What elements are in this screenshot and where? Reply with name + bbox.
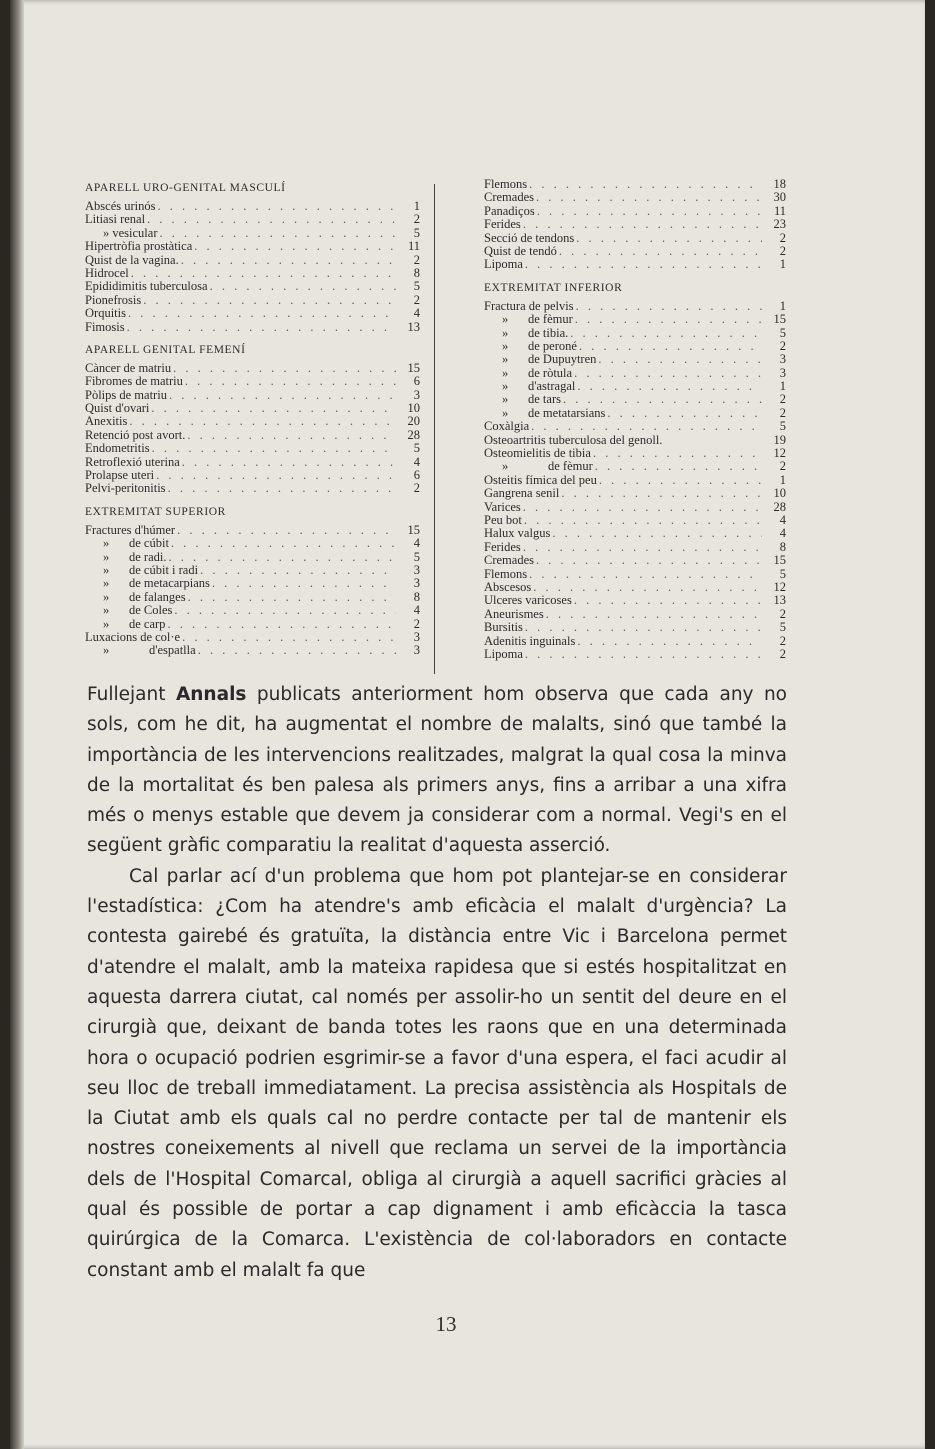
row-label: Retenció post avort. (85, 427, 186, 442)
row-label: Secció de tendons (484, 230, 575, 245)
leader-dots (523, 648, 762, 661)
row-count: 12 (773, 579, 786, 594)
ditto-mark: » (502, 352, 509, 367)
section-heading: EXTREMITAT SUPERIOR (85, 505, 226, 518)
table-row (484, 258, 786, 271)
row-count: 3 (413, 387, 420, 402)
right-column (484, 178, 786, 661)
row-label: Endometritis (85, 441, 150, 456)
leader-dots (166, 551, 396, 564)
leader-dots (521, 218, 762, 231)
table-row (484, 621, 786, 634)
row-count: 10 (407, 401, 420, 416)
table-row (85, 482, 420, 495)
leader-dots (154, 469, 396, 482)
row-label: Lipoma (484, 257, 523, 272)
row-count: 18 (773, 177, 786, 191)
table-row (484, 245, 786, 258)
row-count: 1 (779, 257, 786, 272)
leader-dots (559, 487, 762, 500)
leader-dots (527, 568, 762, 581)
row-label: Adenitis inguinals (484, 633, 576, 648)
table-row (484, 340, 786, 353)
leader-dots (141, 294, 396, 307)
row-count: 5 (413, 441, 420, 456)
row-label: » de peroné (502, 338, 577, 353)
row-label: » de cúbit (103, 536, 169, 551)
row-label: Ulceres varicoses (484, 593, 572, 608)
table-row (85, 429, 420, 442)
table-row (484, 353, 786, 366)
row-label: Hidrocel (85, 265, 129, 280)
leader-dots (531, 581, 762, 594)
row-count: 2 (413, 292, 420, 307)
leader-dots (573, 313, 762, 326)
row-count: 3 (413, 562, 420, 577)
paragraph: Fullejant Annals publicats anteriorment hom observa que cada any no sols, com he dit, ha augmentat el nombre de malalts, sinó que també la importància de les intervencions realitzades, malgrat la qual cosa la minva de la mortalitat és ben palesa als primers anys, fins a arribar a una xifra més o menys estable que devem ja considerar com a normal. Vegi's en el següent gràfic comparatiu la realitat d'aquesta asserció. (87, 684, 787, 857)
ditto-mark: » (103, 643, 110, 658)
ditto-mark: » (502, 365, 509, 380)
row-label: Cremades (484, 190, 534, 205)
row-count: 2 (413, 212, 420, 227)
row-count: 2 (413, 481, 420, 496)
row-count: 1 (779, 298, 786, 313)
ditto-mark: » (502, 392, 509, 407)
row-count: 3 (413, 643, 420, 658)
table-row (85, 294, 420, 307)
row-label: » de Coles (103, 603, 173, 618)
row-label: Anexitis (85, 414, 128, 429)
row-count: 2 (779, 459, 786, 474)
leader-dots (568, 327, 762, 340)
table-row (85, 200, 420, 213)
row-count: 3 (779, 365, 786, 380)
row-label: » de carp (103, 616, 166, 631)
paragraph: Cal parlar ací d'un problema que hom pot plantejar-se en considerar l'estadística: ¿Com ha atendre's amb eficàcia el malalt d'urgència? La contesta gairebé és gratuïta, la distància entre Vic i Barcelona permet d'atendre el malalt, amb la mateixa rapidesa que si estés hospitalitzat en aquesta darrera ciutat, cal només per assolir-ho un sentit del deure en el cirurgià que, deixant de banda totes les raons que en una determinada hora o ocupació podrien esgrimir-se a favor d'una espera, el faci acudir al seu lloc de treball immediatament. La precisa assistència als Hospitals de la Ciutat amb els quals cal no perdre contacte per tal de mantenir els nostres coneixements al nivell que reclama un servei de la importància dels de l'Hospital Comarcal, obliga al cirurgià a aquell sacrifici gràcies al qual és possible de portar a cap dignament i amb eficàccia la tasca quirúrgica de la Comarca. L'existència de col·laboradors en contacte constant amb el malalt fa que (87, 865, 787, 1281)
leader-dots (196, 644, 396, 657)
row-label: Epididimitis tuberculosa (85, 279, 208, 294)
row-count: 5 (779, 620, 786, 635)
row-label: » de fèmur (502, 459, 593, 474)
ditto-mark: » (502, 405, 509, 420)
table-row (85, 618, 420, 631)
row-label: » de cúbit i radi (103, 562, 199, 577)
table-row (484, 541, 786, 554)
table-row (484, 594, 786, 607)
table-row (85, 524, 420, 537)
leader-dots (597, 474, 762, 487)
row-count: 5 (413, 549, 420, 564)
row-label: Càncer de matriu (85, 360, 172, 375)
leader-dots (596, 353, 762, 366)
table-row (484, 474, 786, 487)
leader-dots (575, 635, 762, 648)
leader-dots (593, 460, 762, 473)
leader-dots (192, 240, 396, 253)
leader-dots (577, 340, 762, 353)
row-count: 5 (779, 325, 786, 340)
table-row (85, 254, 420, 267)
row-label: » de Dupuytren (502, 352, 597, 367)
table-row (484, 178, 786, 191)
column-divider (434, 184, 435, 674)
table-row (484, 527, 786, 540)
leader-dots (149, 402, 396, 415)
row-count: 11 (773, 203, 786, 218)
row-count: 30 (773, 190, 786, 205)
row-label: Luxacions de col·e (85, 629, 181, 644)
row-count: 5 (779, 419, 786, 434)
row-label: Aneurismes (484, 606, 544, 621)
row-count: 15 (407, 522, 420, 537)
leader-dots (186, 591, 396, 604)
row-count: 15 (407, 360, 420, 375)
row-count: 8 (413, 589, 420, 604)
leader-dots (126, 307, 396, 320)
row-count: 3 (779, 352, 786, 367)
row-label: Fractures d'húmer (85, 522, 176, 537)
table-row (484, 367, 786, 380)
table-row (484, 218, 786, 231)
table-row (85, 227, 420, 240)
row-count: 2 (779, 633, 786, 648)
ditto-mark: » (103, 536, 110, 551)
leader-dots (575, 380, 762, 393)
row-label: » de fèmur (502, 312, 573, 327)
ditto-mark: » (502, 379, 509, 394)
table-row (85, 389, 420, 402)
row-count: 28 (407, 427, 420, 442)
row-label: » de tibia. (502, 325, 569, 340)
row-count: 3 (413, 576, 420, 591)
row-label: Abscesos (484, 579, 532, 594)
row-count: 11 (407, 239, 420, 254)
row-count: 2 (413, 616, 420, 631)
leader-dots (574, 232, 762, 245)
row-label: Quist de la vagina. (85, 252, 179, 267)
row-label: Osteitis fímica del peu (484, 472, 597, 487)
row-count: 4 (413, 536, 420, 551)
row-label: » de metatarsians (502, 405, 606, 420)
table-row (85, 456, 420, 469)
leader-dots (208, 280, 396, 293)
row-label: Prolapse uteri (85, 468, 155, 483)
ditto-mark: » (502, 312, 509, 327)
row-count: 15 (773, 553, 786, 568)
row-count: 1 (779, 379, 786, 394)
table-row (484, 514, 786, 527)
table-row (484, 232, 786, 245)
table-row (484, 648, 786, 661)
leader-dots (155, 200, 396, 213)
row-label: Halux valgus (484, 526, 551, 541)
table-row (484, 313, 786, 326)
row-count: 12 (773, 446, 786, 461)
leader-dots (185, 429, 396, 442)
ditto-mark: » (103, 562, 110, 577)
ditto-mark: » (103, 589, 110, 604)
row-count: 3 (413, 629, 420, 644)
row-label: Panadiços (484, 203, 535, 218)
row-count: 6 (413, 468, 420, 483)
leader-dots (179, 254, 396, 267)
row-label: » vesicular (103, 225, 158, 240)
table-row (85, 402, 420, 415)
row-label: Orquitis (85, 306, 126, 321)
row-label: Litiasi renal (85, 212, 146, 227)
row-count: 23 (773, 217, 786, 232)
row-count: 2 (779, 230, 786, 245)
leader-dots (605, 407, 762, 420)
table-row (85, 362, 420, 375)
table-row (484, 487, 786, 500)
row-count: 2 (779, 606, 786, 621)
leader-dots (521, 541, 762, 554)
row-count: 5 (413, 279, 420, 294)
leader-dots (534, 554, 762, 567)
table-row (484, 420, 786, 433)
row-count: 2 (779, 405, 786, 420)
leader-dots (172, 604, 396, 617)
page-number: 13 (435, 1312, 457, 1336)
row-label: Peu bot (484, 512, 522, 527)
leader-dots (572, 367, 762, 380)
row-label: Lipoma (484, 646, 523, 661)
table-row (484, 460, 786, 473)
ditto-mark: » (502, 325, 509, 340)
ditto-mark: » (103, 603, 110, 618)
table-row (484, 568, 786, 581)
table-row (484, 434, 786, 447)
ditto-mark: » (502, 459, 509, 474)
leader-dots (198, 564, 396, 577)
row-count: 13 (773, 593, 786, 608)
row-label: Pionefrosis (85, 292, 142, 307)
row-label: Gangrena senil (484, 486, 560, 501)
table-row (484, 327, 786, 340)
table-row (85, 591, 420, 604)
row-count: 8 (779, 539, 786, 554)
section-heading: APARELL URO-GENITAL MASCULÍ (85, 182, 286, 194)
leader-dots (544, 608, 762, 621)
ditto-mark: » (103, 576, 110, 591)
row-count: 4 (779, 526, 786, 541)
table-row (484, 608, 786, 621)
row-count: 10 (773, 486, 786, 501)
row-count: 13 (407, 319, 420, 334)
table-row (484, 554, 786, 567)
leader-dots (158, 227, 397, 240)
table-row (484, 300, 786, 313)
table-row (484, 380, 786, 393)
row-count: 1 (413, 199, 420, 213)
document-page (10, 0, 925, 1449)
leader-dots (165, 618, 396, 631)
row-count: 4 (413, 306, 420, 321)
leader-dots (572, 594, 762, 607)
leader-dots (129, 267, 396, 280)
row-label: » de tars (502, 392, 561, 407)
row-label: Quist d'ovari (85, 401, 150, 416)
leader-dots (166, 482, 396, 495)
row-label: » d'espatlla (103, 643, 196, 658)
row-label: » de radi. (103, 549, 167, 564)
leader-dots (167, 389, 396, 402)
table-row (85, 280, 420, 293)
row-label: Hipertròfia prostàtica (85, 239, 193, 254)
table-row (484, 393, 786, 406)
row-label: Retroflexió uterina (85, 454, 180, 469)
row-count: 5 (413, 225, 420, 240)
leader-dots (150, 442, 396, 455)
table-row (85, 307, 420, 320)
row-count: 20 (407, 414, 420, 429)
row-label: Varices (484, 499, 521, 514)
table-row (85, 415, 420, 428)
table-row (85, 267, 420, 280)
row-count: 2 (779, 243, 786, 258)
row-count: 2 (779, 646, 786, 661)
table-row (85, 321, 420, 334)
bold-term: Annals (175, 684, 247, 705)
table-row (85, 564, 420, 577)
leader-dots (535, 205, 762, 218)
row-label: Coxàlgia (484, 419, 530, 434)
row-label: Osteoartritis tuberculosa del genoll. (484, 432, 663, 447)
leader-dots (527, 178, 762, 191)
section-heading: APARELL GENITAL FEMENÍ (85, 343, 246, 356)
leader-dots (522, 514, 762, 527)
ditto-mark: » (103, 616, 110, 631)
left-column (85, 182, 420, 658)
row-count: 28 (773, 499, 786, 514)
table-row (85, 213, 420, 226)
leader-dots (183, 375, 396, 388)
row-count: 15 (773, 312, 786, 327)
row-label: Pelvi-peritonitis (85, 481, 166, 496)
leader-dots (574, 300, 762, 313)
row-label: Ferides (484, 217, 521, 232)
leader-dots (180, 456, 396, 469)
leader-dots (550, 527, 762, 540)
row-label: Osteomielitis de tibia (484, 446, 591, 461)
leader-dots (145, 213, 396, 226)
row-count: 1 (779, 472, 786, 487)
ditto-mark: » (502, 338, 509, 353)
row-count: 5 (779, 566, 786, 581)
table-row (85, 644, 420, 657)
table-row (484, 191, 786, 204)
leader-dots (529, 420, 762, 433)
table-row (85, 631, 420, 644)
leader-dots (521, 501, 762, 514)
row-count: 6 (413, 374, 420, 389)
row-count: 4 (413, 603, 420, 618)
leader-dots (523, 621, 762, 634)
leader-dots (125, 321, 396, 334)
row-label: Bursitis (484, 620, 523, 635)
ditto-mark: » (103, 549, 110, 564)
row-label: Fimosis (85, 319, 125, 334)
leader-dots (180, 631, 396, 644)
row-count: 2 (413, 252, 420, 267)
row-count: 4 (413, 454, 420, 469)
row-count: 19 (773, 432, 786, 447)
table-row (85, 537, 420, 550)
table-row (484, 635, 786, 648)
row-label: Pòlips de matriu (85, 387, 167, 402)
table-row (484, 407, 786, 420)
table-row (85, 577, 420, 590)
leader-dots (561, 393, 762, 406)
leader-dots (127, 415, 396, 428)
row-count: 2 (779, 338, 786, 353)
table-row (85, 551, 420, 564)
table-row (85, 469, 420, 482)
row-count: 2 (779, 392, 786, 407)
row-label: Quist de tendó (484, 243, 557, 258)
row-count: 8 (413, 265, 420, 280)
page-binding-edge (10, 0, 24, 1449)
leader-dots (171, 362, 396, 375)
row-label: Fibromes de matriu (85, 374, 183, 389)
row-label: » de ròtula (502, 365, 573, 380)
leader-dots (557, 245, 762, 258)
row-count: 4 (779, 512, 786, 527)
row-label: » de metacarpians (103, 576, 210, 591)
table-row (484, 501, 786, 514)
leader-dots (591, 447, 762, 460)
table-row (484, 447, 786, 460)
leader-dots (169, 537, 396, 550)
row-label: Flemons (484, 177, 528, 191)
row-label: Cremades (484, 553, 534, 568)
leader-dots (175, 524, 396, 537)
leader-dots (523, 258, 762, 271)
table-row (85, 442, 420, 455)
leader-dots (210, 577, 396, 590)
table-row (85, 375, 420, 388)
row-label: Ferides (484, 539, 521, 554)
table-row (484, 581, 786, 594)
table-row (484, 205, 786, 218)
body-text (87, 680, 787, 1286)
row-label: » de falanges (103, 589, 186, 604)
row-label: Fractura de pelvis (484, 298, 574, 313)
row-label: Flemons (484, 566, 528, 581)
leader-dots (534, 191, 762, 204)
table-row (85, 240, 420, 253)
row-label: » d'astragal (502, 379, 576, 394)
row-label: Abscés urinós (85, 199, 156, 213)
table-row (85, 604, 420, 617)
section-heading: EXTREMITAT INFERIOR (484, 281, 623, 294)
